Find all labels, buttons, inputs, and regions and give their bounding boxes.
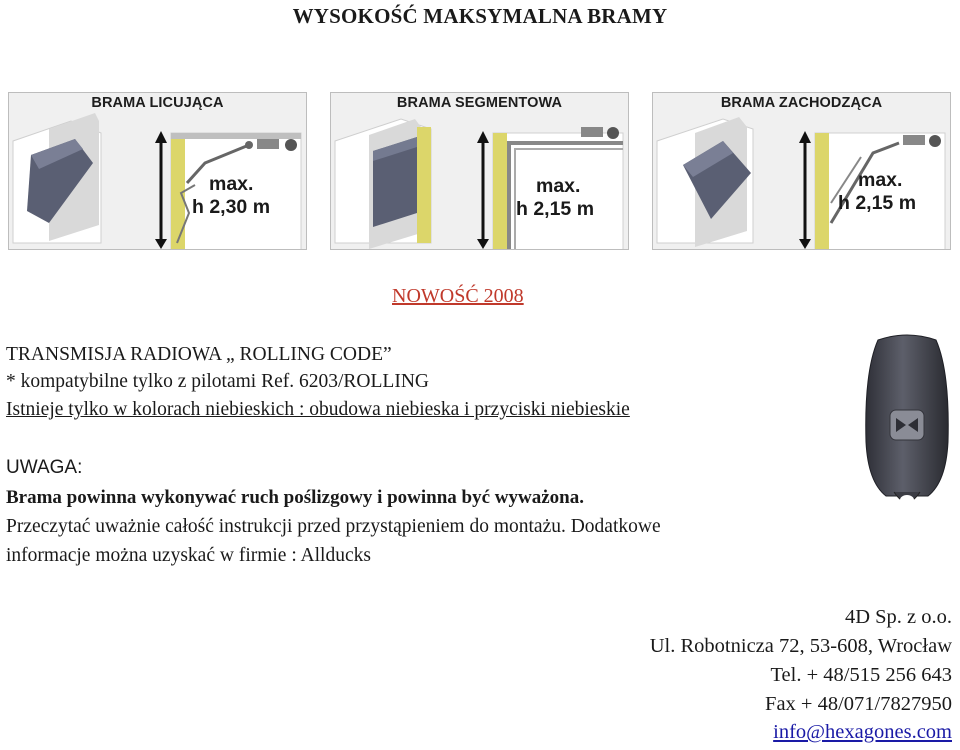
garage-door-flush-icon — [9, 93, 307, 250]
max-height-value: h 2,15 m — [838, 192, 917, 214]
remote-control-icon — [858, 332, 956, 512]
panel-label: BRAMA ZACHODZĄCA — [720, 95, 883, 111]
contact-fax: Fax + 48/071/7827950 — [765, 693, 952, 715]
door-panel-flush — [8, 92, 307, 250]
max-height-value: h 2,15 m — [516, 198, 595, 220]
compatibility-line: * kompatybilne tylko z pilotami Ref. 6203/ROLLING — [6, 371, 429, 392]
panel-label: BRAMA LICUJĄCA — [91, 95, 224, 111]
contact-tel: Tel. + 48/515 256 643 — [770, 664, 952, 686]
door-panel-overlapping — [652, 92, 951, 250]
contact-company: 4D Sp. z o.o. — [844, 606, 952, 628]
news-heading: NOWOŚĆ 2008 — [392, 285, 524, 307]
colors-line: Istnieje tylko w kolorach niebieskich : obudowa niebieska i przyciski niebieskie — [6, 399, 630, 420]
contact-email-link[interactable]: info@hexagones.com — [773, 721, 952, 743]
page-title: WYSOKOŚĆ MAKSYMALNA BRAMY — [292, 4, 668, 28]
warning-title: UWAGA: — [6, 457, 83, 478]
max-label: max. — [858, 169, 903, 191]
transmission-line: TRANSMISJA RADIOWA „ ROLLING CODE” — [6, 344, 392, 365]
max-label: max. — [209, 173, 254, 195]
door-panel-sectional — [330, 92, 629, 250]
garage-door-overlapping-icon — [653, 93, 951, 250]
panel-label: BRAMA SEGMENTOWA — [396, 95, 563, 111]
max-height-value: h 2,30 m — [192, 196, 271, 218]
warning-line-2: informacje można uzyskać w firmie : Allducks — [6, 545, 371, 566]
garage-door-sectional-icon — [331, 93, 629, 250]
warning-line-1: Przeczytać uważnie całość instrukcji przed przystąpieniem do montażu. Dodatkowe — [6, 516, 661, 537]
max-label: max. — [536, 175, 581, 197]
contact-address: Ul. Robotnicza 72, 53-608, Wrocław — [649, 635, 952, 657]
warning-bold-line: Brama powinna wykonywać ruch poślizgowy i powinna być wyważona. — [6, 487, 584, 508]
remote-control-image — [858, 332, 956, 512]
